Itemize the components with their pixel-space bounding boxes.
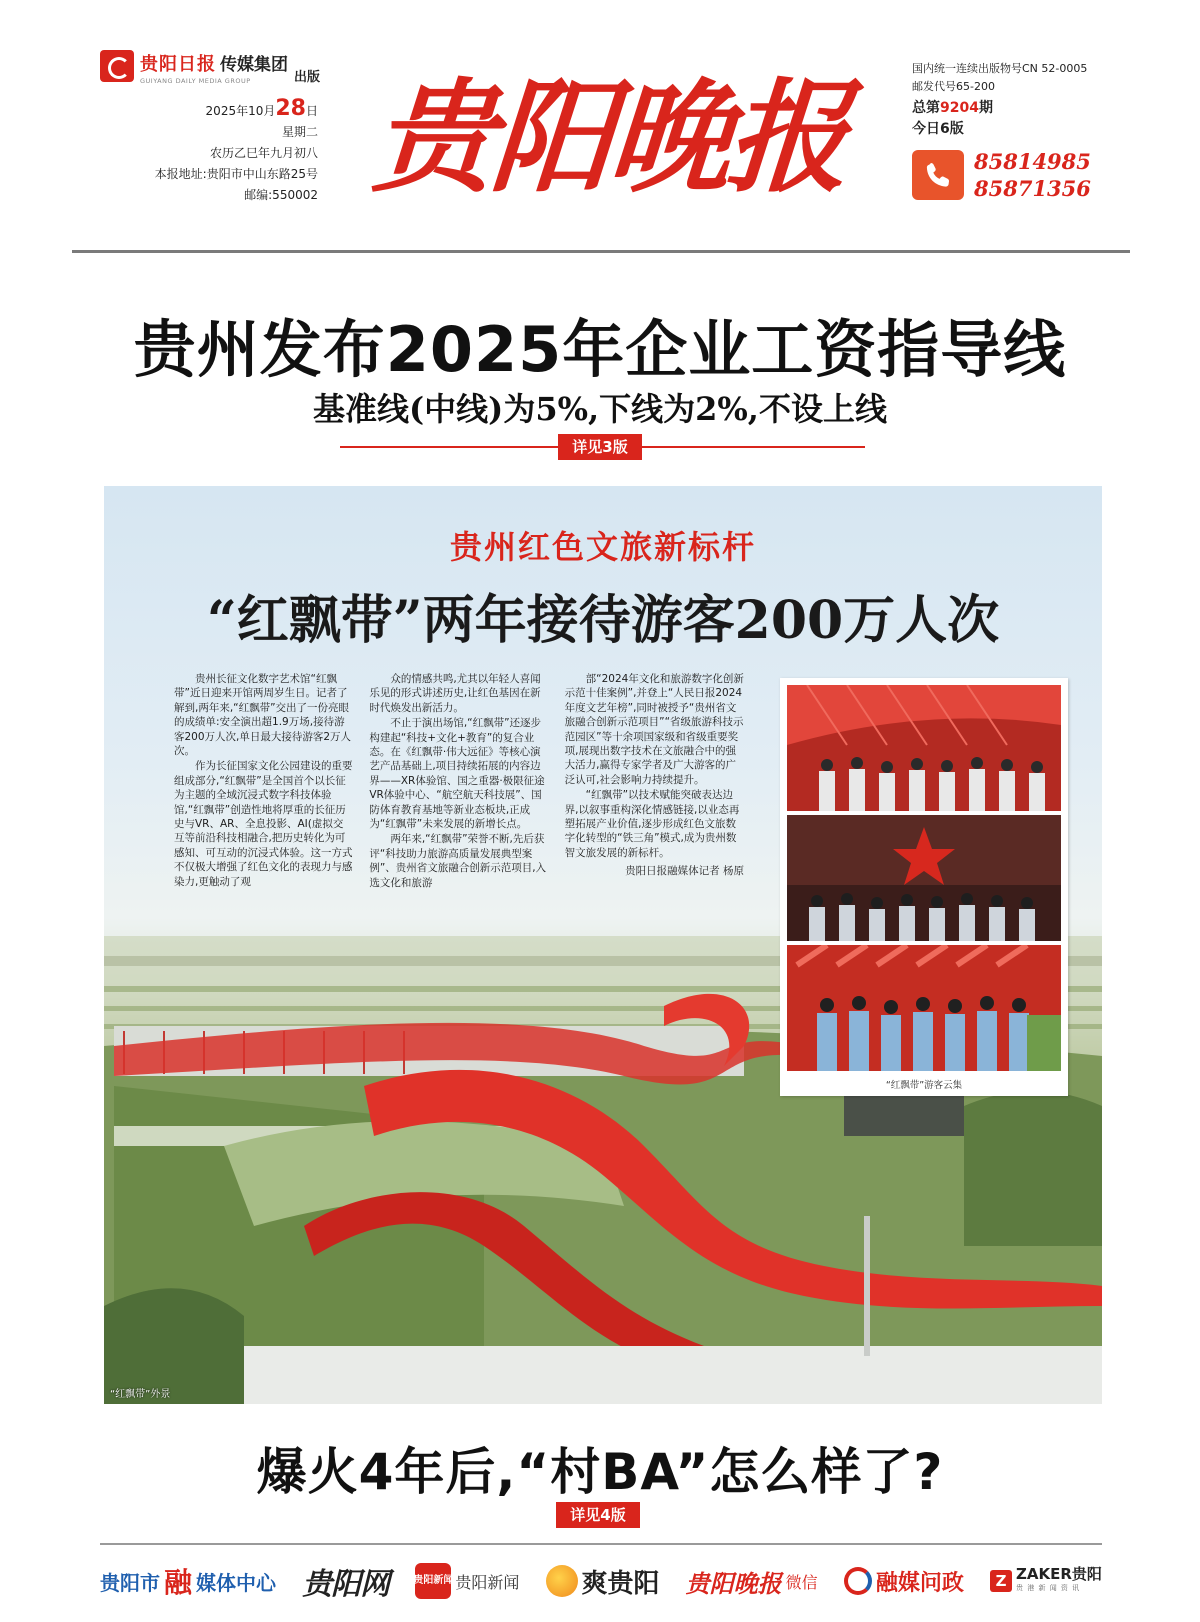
pages-today: 今日6版 xyxy=(912,121,964,137)
rongmei-wenzheng-logo[interactable]: 融媒问政 xyxy=(844,1566,964,1597)
rong-media-center-logo[interactable]: 贵阳市 融 媒体中心 xyxy=(100,1566,277,1599)
byline: 贵阳日报融媒体记者 杨原 xyxy=(625,865,744,878)
cn-serial-number: 国内统一连续出版物号CN 52-0005 xyxy=(912,62,1088,75)
publisher-logo-icon xyxy=(100,50,134,82)
date-block xyxy=(100,98,318,206)
zaker-icon: Z xyxy=(990,1570,1012,1592)
publisher-group: 传媒集团 xyxy=(220,55,288,75)
date-suffix: 日 xyxy=(305,104,318,118)
publisher-block xyxy=(100,50,320,85)
weekday: 星期二 xyxy=(281,125,318,139)
lunar-date: 农历乙巳年九月初八 xyxy=(209,146,318,160)
date-prefix: 2025年10月 xyxy=(205,104,276,118)
photo-caption: “红飘带”外景 xyxy=(110,1389,171,1400)
postcode: 邮编:550002 xyxy=(244,188,318,202)
publisher-english-name: GUIYANG DAILY MEDIA GROUP xyxy=(140,77,251,85)
feature-article xyxy=(174,672,744,942)
newspaper-title: 贵阳晚报 xyxy=(368,65,851,209)
media-footer xyxy=(100,1552,1102,1610)
rongmei-icon xyxy=(844,1567,872,1595)
publisher-name: 贵阳日报 xyxy=(140,54,216,75)
sun-icon xyxy=(546,1565,578,1597)
hotline xyxy=(912,148,1091,202)
second-headline[interactable]: 爆火4年后,“村BA”怎么样了? xyxy=(256,1443,944,1501)
see-page-3-link[interactable]: 详见3版 xyxy=(558,434,642,460)
guiyang-news-logo[interactable]: 贵阳新闻 贵阳新闻 xyxy=(415,1563,519,1599)
issue-number: 总第9204期 xyxy=(912,100,993,116)
postal-distribution-code: 邮发代号65-200 xyxy=(912,80,995,93)
phone-number-2: 85871356 xyxy=(974,176,1091,201)
see-page-4-link[interactable]: 详见4版 xyxy=(556,1502,640,1528)
phone-number-1: 85814985 xyxy=(974,149,1091,174)
feature-headline[interactable]: “红飘带”两年接待游客200万人次 xyxy=(206,590,1000,651)
lead-headline[interactable]: 贵州发布2025年企业工资指导线 xyxy=(133,313,1067,386)
gallery-photo-2[interactable] xyxy=(787,815,1061,941)
guiyang-news-icon: 贵阳新闻 xyxy=(415,1563,451,1599)
zaker-guiyang-logo[interactable]: Z ZAKER贵阳 贵 港 新 闻 资 讯 xyxy=(990,1567,1102,1595)
article-column-1: 贵州长征文化数字艺术馆“红飘带”近日迎来开馆两周岁生日。记者了解到,两年来,“红飘带”交出了一份亮眼的成绩单:安全演出超1.9万场,接待游客200万人次,单日最大接待游客2万人次。 作为长征国家文化公园建设的重要组成部分,“红飘带”是全国首个以长征为主题的全域沉浸式数字科技体验馆,“红飘带”创造性地将厚重的长征历史与VR、AR、全息投影、AI(虚拟交互等前沿科技相融合,把历史转化为可感知、可互动的沉浸式体验。这一方式不仅极大增强了红色文化的表现力与感染力,更触动了观 xyxy=(174,673,353,888)
article-column-2: 众的情感共鸣,尤其以年轻人喜闻乐见的形式讲述历史,让红色基因在新时代焕发出新活力。 不止于演出场馆,“红飘带”还逐步构建起“科技+文化+教育”的复合业态。在《红飘带·伟大远征》等核心演艺产品基础上,项目持续拓展的内容边界——XR体验馆、国之重器·极限征途VR体验中心、“航空航天科技展”、国防体育教育基地等新业态板块,正成为“红飘带”未来发展的新增长点。 两年来,“红飘带”荣誉不断,先后获评“科技助力旅游高质量发展典型案例”、贵州省文旅融合创新示范项目,入选文化和旅游 xyxy=(369,673,547,889)
guiyang-net-logo[interactable]: 贵阳网 xyxy=(302,1567,390,1602)
office-address: 本报地址:贵阳市中山东路25号 xyxy=(154,167,318,181)
footer-divider xyxy=(100,1543,1102,1545)
feature-photo-block xyxy=(104,486,1102,1404)
photo-gallery xyxy=(780,678,1068,1096)
wanbao-wechat-logo[interactable]: 贵阳晚报 微信 xyxy=(685,1568,818,1598)
publish-label: 出版 xyxy=(294,70,321,85)
publication-info xyxy=(912,60,1087,138)
lead-subhead: 基准线(中线)为5%,下线为2%,不设上线 xyxy=(313,390,887,428)
gallery-photo-3[interactable] xyxy=(787,945,1061,1071)
phone-icon xyxy=(912,150,964,200)
date-day: 28 xyxy=(275,96,306,121)
article-column-3: 部“2024年文化和旅游数字化创新示范十佳案例”,并登上“人民日报2024年度文艺年榜”,同时被授予“贵州省文旅融合创新示范项目”“省级旅游科技示范园区”等十余项国家级和省级重要奖项,展现出数字技术在文旅融合中的强大活力,赢得专家学者及广大游客的广泛认可,社会影响力持续提升。 “红飘带”以技术赋能突破表达边界,以叙事重构深化情感链接,以业态再塑拓展产业价值,逐步形成红色文旅数字化转型的“铁三角”模式,成为贵州数智文旅发展的新标杆。 贵阳日报融媒体记者 杨原 xyxy=(564,673,744,878)
gallery-caption: “红飘带”游客云集 xyxy=(885,1080,963,1091)
feature-kicker: 贵州红色文旅新标杆 xyxy=(449,528,756,566)
masthead-divider xyxy=(72,250,1130,253)
shuang-guiyang-logo[interactable]: 爽贵阳 xyxy=(546,1563,660,1600)
gallery-photo-1[interactable] xyxy=(787,685,1061,811)
